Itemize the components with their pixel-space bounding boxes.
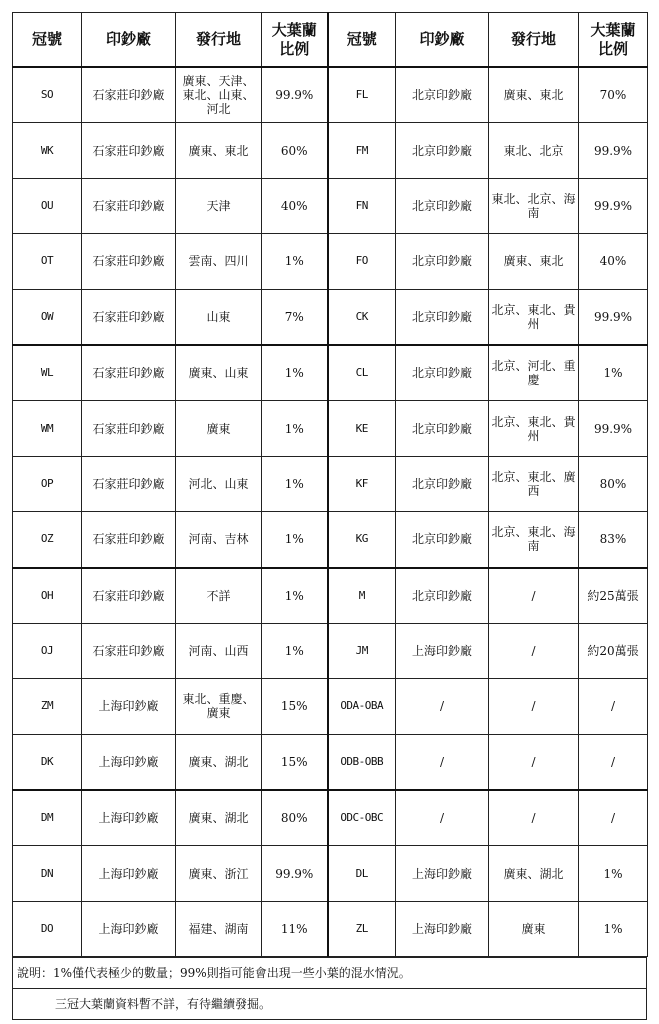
right-prefix-cell: ODB-OBB <box>328 734 396 790</box>
left-factory-cell: 石家莊印鈔廠 <box>82 568 176 624</box>
left-prefix-cell: WL <box>13 345 82 401</box>
right-factory-cell: / <box>396 734 489 790</box>
left-ratio-cell: 7% <box>262 289 328 345</box>
left-region-cell: 河南、吉林 <box>176 512 262 568</box>
right-ratio-cell: 約20萬張 <box>579 623 648 678</box>
left-factory-cell: 上海印鈔廠 <box>82 679 176 734</box>
right-prefix-cell: FO <box>328 234 396 289</box>
right-region-cell: / <box>489 734 579 790</box>
right-prefix-cell: FL <box>328 67 396 123</box>
right-region-cell: 廣東 <box>489 901 579 956</box>
left-ratio-cell: 99.9% <box>262 67 328 123</box>
table-row <box>13 679 648 734</box>
left-prefix-cell: OJ <box>13 623 82 678</box>
header-printing-factory: 印鈔廠 <box>82 13 176 68</box>
left-ratio-cell: 15% <box>262 734 328 790</box>
table-row <box>13 401 648 456</box>
header-issue-region: 發行地 <box>176 13 262 68</box>
notes-box <box>12 957 647 1020</box>
right-ratio-cell: 1% <box>579 345 648 401</box>
left-region-cell: 廣東 <box>176 401 262 456</box>
table-row <box>13 234 648 289</box>
right-prefix-cell: KG <box>328 512 396 568</box>
left-ratio-cell: 15% <box>262 679 328 734</box>
header-big-orchid-ratio-right <box>579 13 648 68</box>
left-factory-cell: 上海印鈔廠 <box>82 846 176 901</box>
right-region-cell: 北京、東北、貴州 <box>489 401 579 456</box>
right-factory-cell: 北京印鈔廠 <box>396 178 489 233</box>
left-ratio-cell: 1% <box>262 234 328 289</box>
table-row <box>13 623 648 678</box>
header-prefix-right: 冠號 <box>328 13 396 68</box>
left-factory-cell: 石家莊印鈔廠 <box>82 289 176 345</box>
left-prefix-cell: OW <box>13 289 82 345</box>
left-factory-cell: 石家莊印鈔廠 <box>82 234 176 289</box>
left-prefix-cell: DM <box>13 790 82 846</box>
header-ratio-line2: 比例 <box>279 39 310 58</box>
right-prefix-cell: ODC-OBC <box>328 790 396 846</box>
left-prefix-cell: OH <box>13 568 82 624</box>
left-ratio-cell: 1% <box>262 345 328 401</box>
left-ratio-cell: 1% <box>262 623 328 678</box>
table-header-row <box>13 13 648 68</box>
right-region-cell: / <box>489 623 579 678</box>
right-prefix-cell: ODA-OBA <box>328 679 396 734</box>
left-region-cell: 福建、湖南 <box>176 901 262 956</box>
left-prefix-cell: DN <box>13 846 82 901</box>
left-prefix-cell: DK <box>13 734 82 790</box>
left-prefix-cell: OT <box>13 234 82 289</box>
table-row <box>13 345 648 401</box>
left-region-cell: 廣東、天津、東北、山東、河北 <box>176 67 262 123</box>
left-prefix-cell: DO <box>13 901 82 956</box>
right-factory-cell: 北京印鈔廠 <box>396 289 489 345</box>
header-ratio-line2-right: 比例 <box>597 39 628 58</box>
banknote-prefix-table-sheet <box>12 12 647 1020</box>
table-row <box>13 568 648 624</box>
right-region-cell: 廣東、東北 <box>489 67 579 123</box>
right-ratio-cell: / <box>579 734 648 790</box>
left-ratio-cell: 11% <box>262 901 328 956</box>
table-row <box>13 734 648 790</box>
left-ratio-cell: 40% <box>262 178 328 233</box>
left-region-cell: 河北、山東 <box>176 456 262 511</box>
right-region-cell: 廣東、東北 <box>489 234 579 289</box>
right-prefix-cell: ZL <box>328 901 396 956</box>
right-factory-cell: 北京印鈔廠 <box>396 345 489 401</box>
left-prefix-cell: OP <box>13 456 82 511</box>
right-region-cell: 北京、東北、海南 <box>489 512 579 568</box>
left-ratio-cell: 99.9% <box>262 846 328 901</box>
left-region-cell: 天津 <box>176 178 262 233</box>
right-factory-cell: 上海印鈔廠 <box>396 846 489 901</box>
right-prefix-cell: KE <box>328 401 396 456</box>
right-prefix-cell: CK <box>328 289 396 345</box>
left-region-cell: 不詳 <box>176 568 262 624</box>
left-factory-cell: 石家莊印鈔廠 <box>82 512 176 568</box>
right-region-cell: 東北、北京、海南 <box>489 178 579 233</box>
right-ratio-cell: 99.9% <box>579 178 648 233</box>
left-factory-cell: 上海印鈔廠 <box>82 734 176 790</box>
left-factory-cell: 石家莊印鈔廠 <box>82 623 176 678</box>
table-row <box>13 123 648 178</box>
right-ratio-cell: 1% <box>579 846 648 901</box>
table-row <box>13 901 648 956</box>
left-factory-cell: 石家莊印鈔廠 <box>82 456 176 511</box>
note-line-1: 說明：1%僅代表極少的數量；99%則指可能會出現一些小葉的混水情況。 <box>13 957 646 988</box>
left-factory-cell: 石家莊印鈔廠 <box>82 67 176 123</box>
left-ratio-cell: 1% <box>262 568 328 624</box>
table-row <box>13 846 648 901</box>
right-factory-cell: 北京印鈔廠 <box>396 123 489 178</box>
header-prefix: 冠號 <box>13 13 82 68</box>
right-prefix-cell: CL <box>328 345 396 401</box>
left-region-cell: 廣東、東北 <box>176 123 262 178</box>
left-ratio-cell: 60% <box>262 123 328 178</box>
right-prefix-cell: FN <box>328 178 396 233</box>
left-prefix-cell: OZ <box>13 512 82 568</box>
prefix-table <box>12 12 648 957</box>
right-factory-cell: / <box>396 679 489 734</box>
right-region-cell: / <box>489 790 579 846</box>
table-row <box>13 512 648 568</box>
right-ratio-cell: 83% <box>579 512 648 568</box>
header-printing-factory-right: 印鈔廠 <box>396 13 489 68</box>
left-region-cell: 廣東、浙江 <box>176 846 262 901</box>
left-ratio-cell: 1% <box>262 401 328 456</box>
header-ratio-line1: 大葉蘭 <box>271 20 317 39</box>
right-ratio-cell: 1% <box>579 901 648 956</box>
left-factory-cell: 上海印鈔廠 <box>82 901 176 956</box>
right-ratio-cell: 99.9% <box>579 123 648 178</box>
right-ratio-cell: / <box>579 790 648 846</box>
right-prefix-cell: M <box>328 568 396 624</box>
right-factory-cell: 北京印鈔廠 <box>396 234 489 289</box>
right-region-cell: / <box>489 568 579 624</box>
right-ratio-cell: / <box>579 679 648 734</box>
left-ratio-cell: 1% <box>262 456 328 511</box>
right-factory-cell: 北京印鈔廠 <box>396 568 489 624</box>
left-ratio-cell: 80% <box>262 790 328 846</box>
left-region-cell: 廣東、湖北 <box>176 734 262 790</box>
table-row <box>13 67 648 123</box>
left-region-cell: 東北、重慶、廣東 <box>176 679 262 734</box>
left-ratio-cell: 1% <box>262 512 328 568</box>
left-region-cell: 廣東、山東 <box>176 345 262 401</box>
left-prefix-cell: WM <box>13 401 82 456</box>
left-factory-cell: 石家莊印鈔廠 <box>82 123 176 178</box>
right-ratio-cell: 約25萬張 <box>579 568 648 624</box>
left-factory-cell: 上海印鈔廠 <box>82 790 176 846</box>
right-prefix-cell: JM <box>328 623 396 678</box>
right-ratio-cell: 80% <box>579 456 648 511</box>
header-big-orchid-ratio <box>262 13 328 68</box>
right-prefix-cell: DL <box>328 846 396 901</box>
right-ratio-cell: 70% <box>579 67 648 123</box>
right-factory-cell: 北京印鈔廠 <box>396 456 489 511</box>
left-prefix-cell: ZM <box>13 679 82 734</box>
right-region-cell: 廣東、湖北 <box>489 846 579 901</box>
right-prefix-cell: FM <box>328 123 396 178</box>
left-region-cell: 廣東、湖北 <box>176 790 262 846</box>
left-factory-cell: 石家莊印鈔廠 <box>82 345 176 401</box>
left-region-cell: 雲南、四川 <box>176 234 262 289</box>
right-factory-cell: 上海印鈔廠 <box>396 901 489 956</box>
table-row <box>13 289 648 345</box>
header-issue-region-right: 發行地 <box>489 13 579 68</box>
right-ratio-cell: 40% <box>579 234 648 289</box>
left-prefix-cell: SO <box>13 67 82 123</box>
right-region-cell: 北京、東北、廣西 <box>489 456 579 511</box>
left-factory-cell: 石家莊印鈔廠 <box>82 178 176 233</box>
left-region-cell: 山東 <box>176 289 262 345</box>
note-line-2: 三冠大葉蘭資料暫不詳，有待繼續發掘。 <box>13 988 646 1019</box>
right-factory-cell: 上海印鈔廠 <box>396 623 489 678</box>
right-ratio-cell: 99.9% <box>579 289 648 345</box>
right-factory-cell: 北京印鈔廠 <box>396 67 489 123</box>
left-prefix-cell: OU <box>13 178 82 233</box>
right-region-cell: 北京、東北、貴州 <box>489 289 579 345</box>
header-ratio-line1-right: 大葉蘭 <box>590 20 636 39</box>
right-factory-cell: 北京印鈔廠 <box>396 401 489 456</box>
right-factory-cell: 北京印鈔廠 <box>396 512 489 568</box>
right-region-cell: 北京、河北、重慶 <box>489 345 579 401</box>
table-row <box>13 790 648 846</box>
right-factory-cell: / <box>396 790 489 846</box>
table-row <box>13 178 648 233</box>
left-factory-cell: 石家莊印鈔廠 <box>82 401 176 456</box>
left-prefix-cell: WK <box>13 123 82 178</box>
right-region-cell: / <box>489 679 579 734</box>
right-prefix-cell: KF <box>328 456 396 511</box>
left-region-cell: 河南、山西 <box>176 623 262 678</box>
right-region-cell: 東北、北京 <box>489 123 579 178</box>
table-row <box>13 456 648 511</box>
right-ratio-cell: 99.9% <box>579 401 648 456</box>
